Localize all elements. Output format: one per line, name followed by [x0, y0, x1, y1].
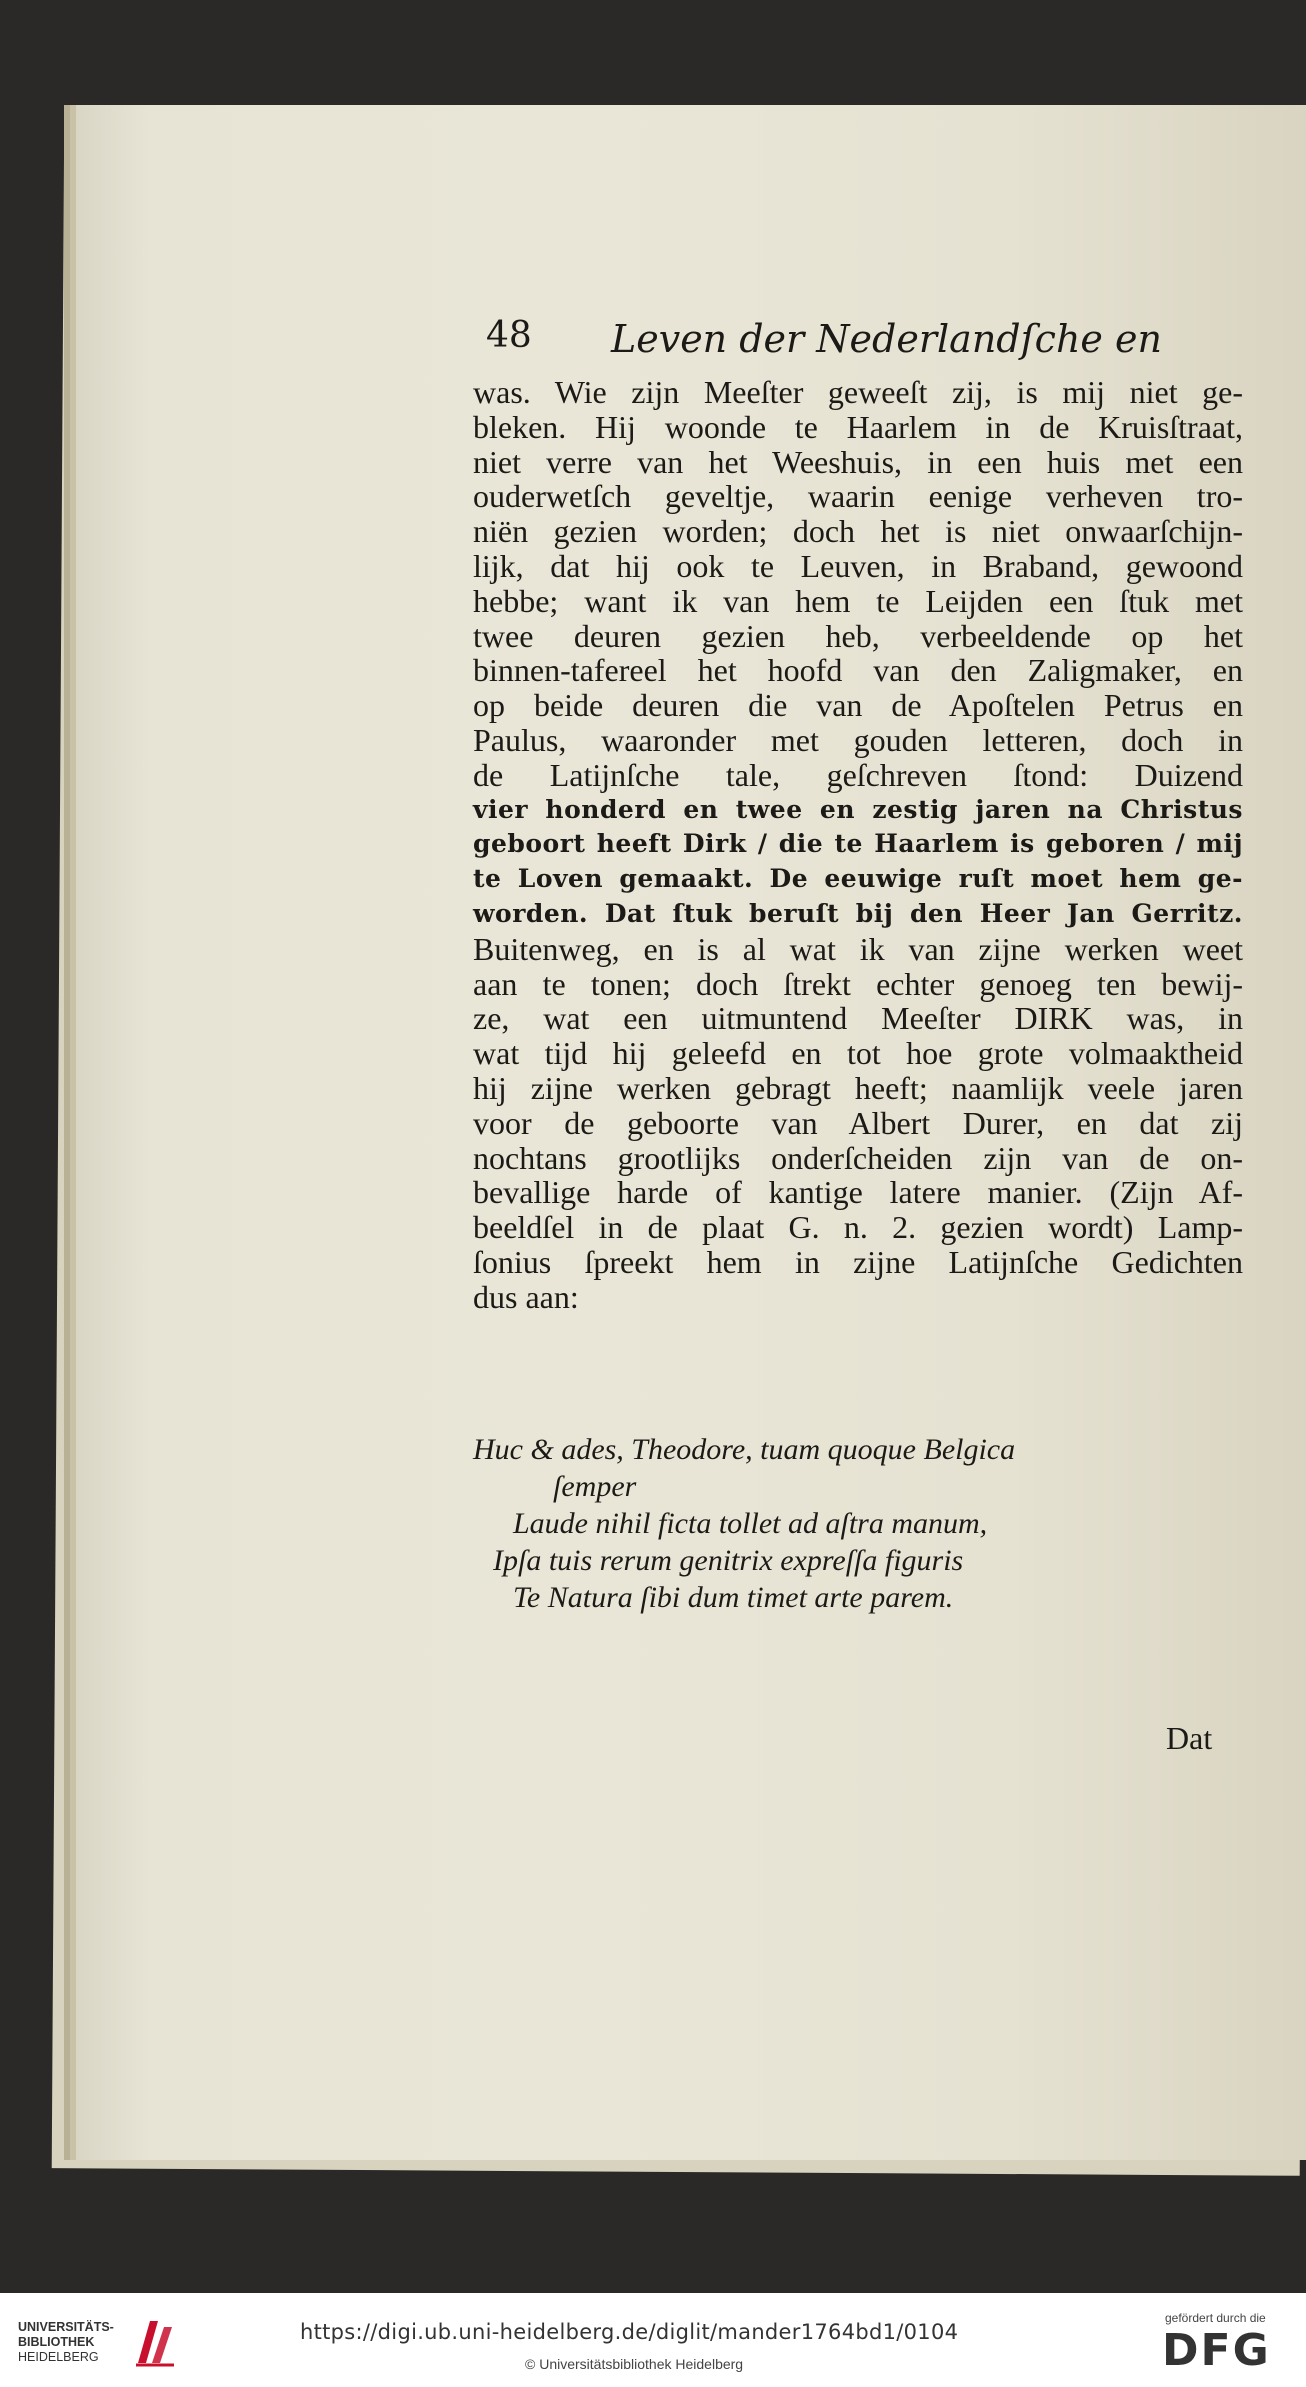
page-body	[406, 315, 1243, 1756]
poem-line: Huc & ades, Theodore, tuam quoque Belgica	[473, 1433, 1016, 1466]
poem	[473, 1431, 1243, 1616]
text-line: vier honderd en twee en zestig jaren na Christus	[473, 794, 1243, 824]
text-line: lijk, dat hij ook te Leuven, in Braband, gewoond	[473, 547, 1243, 584]
poem-line: Te Natura ſibi dum timet arte parem.	[513, 1581, 954, 1614]
funder-label: gefördert durch die	[1165, 2311, 1266, 2325]
text-line: hij zijne werken gebragt heeft; naamlijk veele jaren	[473, 1069, 1243, 1106]
text-line: op beide deuren die van de Apoſtelen Petrus en	[473, 687, 1243, 724]
institution-logo-text	[18, 2320, 114, 2365]
viewer-footer	[0, 2293, 1306, 2387]
text-line: hebbe; want ik van hem te Leijden een ſtuk met	[473, 582, 1243, 619]
text-line: ze, wat een uitmuntend Meeſter DIRK was, in	[473, 1000, 1243, 1037]
poem-line: ſemper	[553, 1470, 637, 1503]
text-line: nochtans grootlijks onderſcheiden zijn van de on-	[473, 1139, 1243, 1176]
text-line: Paulus, waaronder met gouden letteren, doch in	[473, 721, 1243, 758]
copyright-notice: © Universitätsbibliothek Heidelberg	[525, 2356, 744, 2372]
poem-line: Laude nihil ficta tollet ad aſtra manum,	[513, 1507, 988, 1540]
book-page	[70, 105, 1306, 2160]
text-line: was. Wie zijn Meeſter geweeſt zij, is mij niet ge-	[473, 374, 1243, 410]
text-line: bevallige harde of kantige latere manier. (Zijn Af-	[473, 1174, 1243, 1211]
text-line: worden. Dat ſtuk beruſt bij den Heer Jan Gerritz.	[473, 898, 1243, 928]
poem-line: Ipſa tuis rerum genitrix expreſſa figuris	[493, 1544, 964, 1577]
university-emblem-icon	[130, 2313, 180, 2373]
running-title: Leven der Nederlandſche en	[611, 317, 1162, 361]
text-line: ſonius ſpreekt hem in zijne Latijnſche Gedichten	[473, 1243, 1243, 1280]
text-line: geboort heeft Dirk / die te Haarlem is geboren / mij	[473, 829, 1243, 859]
text-line: beeldſel in de plaat G. n. 2. gezien wordt) Lamp-	[473, 1209, 1243, 1246]
institution-line-1: UNIVERSITÄTS-	[18, 2320, 114, 2334]
text-line: twee deuren gezien heb, verbeeldende op het	[473, 617, 1243, 654]
body-text	[473, 375, 1243, 1315]
institution-line-3: HEIDELBERG	[18, 2350, 99, 2364]
text-line: ouderwetſch geveltje, waarin eenige verheven tro-	[473, 478, 1243, 515]
text-line: te Loven gemaakt. De eeuwige ruſt moet hem ge-	[473, 864, 1243, 894]
text-line: binnen-tafereel het hoofd van den Zaligmaker, en	[473, 652, 1243, 689]
institution-line-2: BIBLIOTHEK	[18, 2335, 95, 2349]
dfg-logo: DFG	[1162, 2325, 1271, 2376]
page-number: 48	[486, 315, 532, 356]
text-line: bleken. Hij woonde te Haarlem in de Kruisſtraat,	[473, 408, 1243, 445]
page-header	[406, 315, 1241, 369]
text-line: aan te tonen; doch ſtrekt echter genoeg ten bewij-	[473, 965, 1243, 1002]
catchword: Dat	[1166, 1720, 1213, 1756]
text-line: niën gezien worden; doch het is niet onwaarſchijn-	[473, 513, 1243, 550]
text-line: Buitenweg, en is al wat ik van zijne werken weet	[473, 930, 1243, 967]
text-line: dus aan:	[473, 1278, 579, 1315]
page-url[interactable]: https://digi.ub.uni-heidelberg.de/diglit/mander1764bd1/0104	[300, 2320, 959, 2344]
text-line: de Latijnſche tale, geſchreven ſtond: Duizend	[473, 756, 1243, 793]
text-line: voor de geboorte van Albert Durer, en dat zij	[473, 1104, 1243, 1141]
text-line: wat tijd hij geleefd en tot hoe grote volmaaktheid	[473, 1035, 1243, 1072]
text-line: niet verre van het Weeshuis, in een huis met een	[473, 443, 1243, 480]
